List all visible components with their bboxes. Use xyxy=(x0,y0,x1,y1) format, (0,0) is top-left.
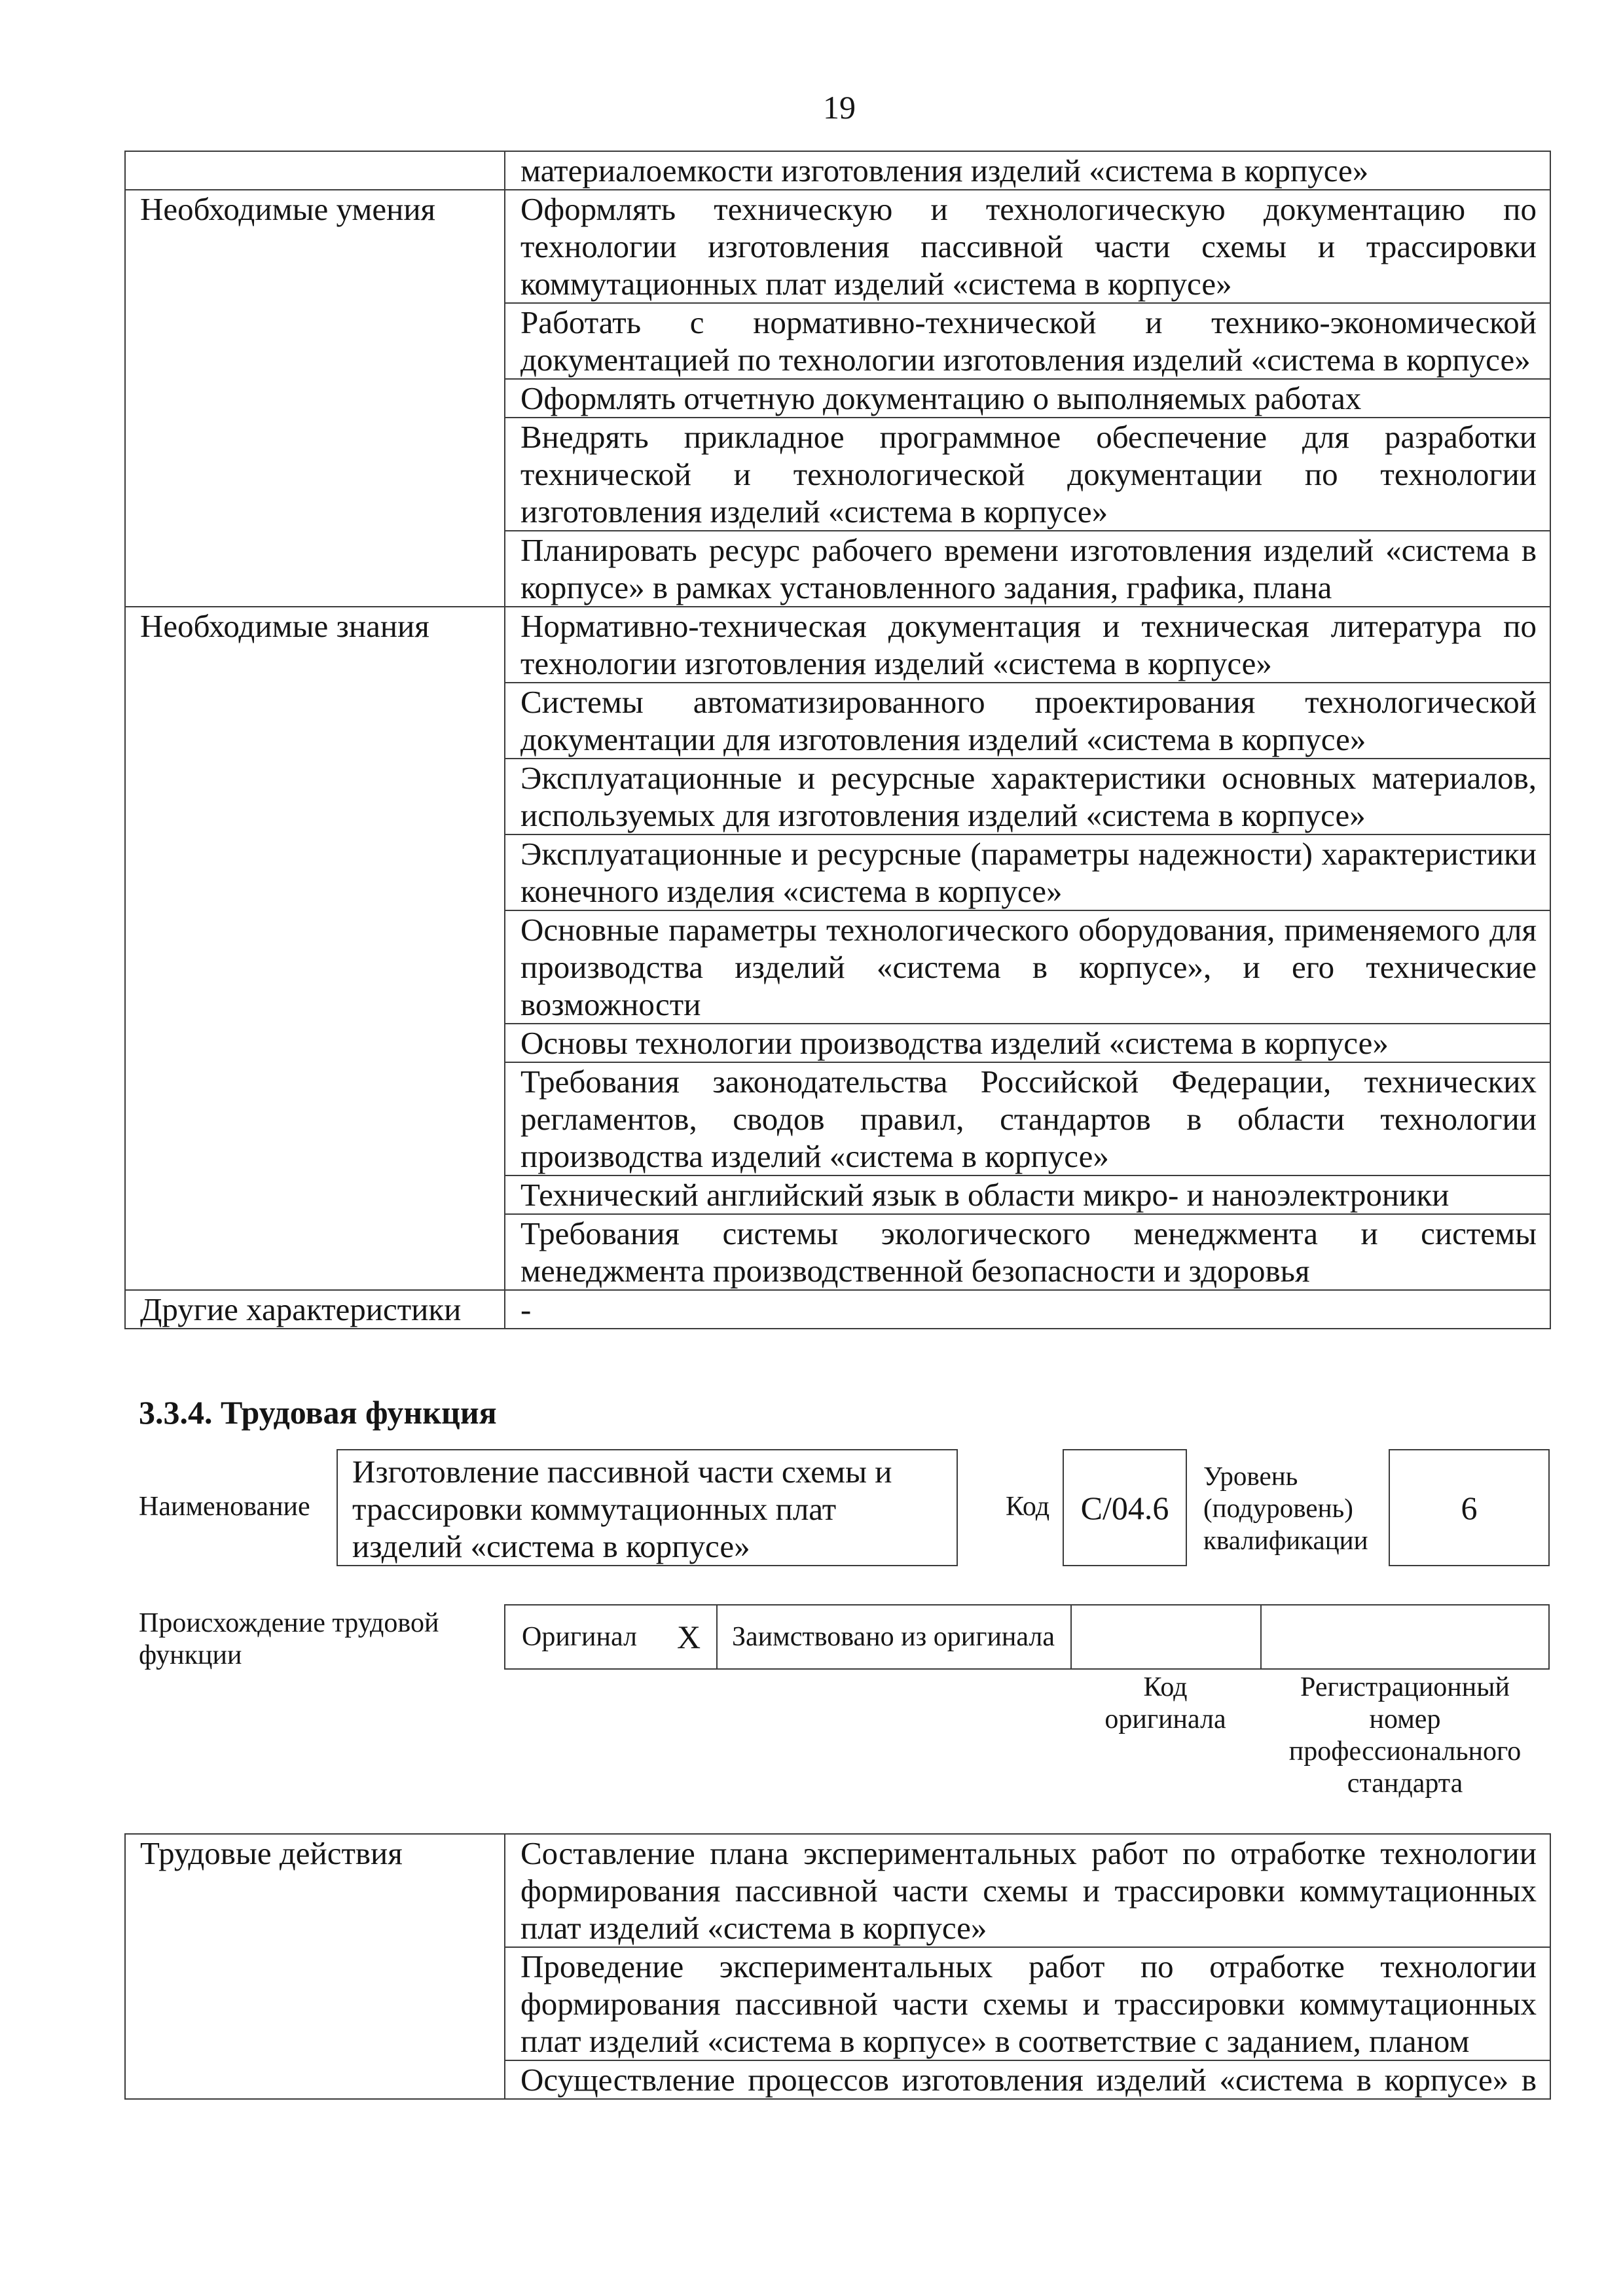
table-row xyxy=(125,1290,1550,1329)
skills-label: Необходимые умения xyxy=(125,190,505,607)
origin-code-box xyxy=(1070,1604,1262,1670)
origin-reg-caption: Регистрационный номер профессионального стандарта xyxy=(1288,1672,1522,1799)
skills-knowledge-table xyxy=(124,151,1551,1329)
knowledge-item: Требования законодательства Российской Федерации, технических регламентов, сводов правил, стандартов в области технологии производства изделий «система в корпусе» xyxy=(505,1062,1550,1175)
knowledge-item: Основные параметры технологического оборудования, применяемого для производства изделий «система в корпусе», и его технические возможности xyxy=(505,910,1550,1024)
table-row xyxy=(125,151,1550,190)
skill-item: Оформлять отчетную документацию о выполняемых работах xyxy=(505,379,1550,418)
other-characteristics-value: - xyxy=(505,1290,1550,1329)
origin-label: Происхождение трудовой функции xyxy=(139,1608,439,1670)
skill-item: Работать с нормативно-технической и технико-экономической документацией по технологии изготовления изделий «система в корпусе» xyxy=(505,303,1550,379)
section-heading: 3.3.4. Трудовая функция xyxy=(139,1394,497,1431)
knowledge-item: Системы автоматизированного проектирования технологической документации для изготовления изделий «система в корпусе» xyxy=(505,683,1550,759)
knowledge-item: Основы технологии производства изделий «система в корпусе» xyxy=(505,1024,1550,1062)
origin-borrowed-box: Заимствовано из оригинала xyxy=(716,1604,1072,1670)
skill-item: Оформлять техническую и технологическую документацию по технологии изготовления пассивной части схемы и трассировки коммутационных плат изделий «система в корпусе» xyxy=(505,190,1550,303)
knowledge-item: Эксплуатационные и ресурсные характеристики основных материалов, используемых для изготовления изделий «система в корпусе» xyxy=(505,759,1550,834)
table-row xyxy=(125,190,1550,303)
table-row xyxy=(125,607,1550,683)
origin-captions xyxy=(124,1672,1550,1800)
table-row xyxy=(125,1834,1550,1947)
labor-action-item: Проведение экспериментальных работ по отработке технологии формирования пассивной части схемы и трассировки коммутационных плат изделий «система в корпусе» в соответствие с заданием, планом xyxy=(505,1947,1550,2060)
knowledge-item: Требования системы экологического менеджмента и системы менеджмента производственной безопасности и здоровья xyxy=(505,1214,1550,1290)
skill-item: Планировать ресурс рабочего времени изготовления изделий «система в корпусе» в рамках установленного задания, графика, плана xyxy=(505,531,1550,607)
origin-original-mark: X xyxy=(677,1619,701,1655)
knowledge-item: Нормативно-техническая документация и техническая литература по технологии изготовления изделий «система в корпусе» xyxy=(505,607,1550,683)
row-label-empty xyxy=(125,151,505,190)
origin-original-text: Оригинал xyxy=(522,1622,637,1652)
name-label: Наименование xyxy=(139,1492,310,1522)
qualification-level-box: 6 xyxy=(1389,1449,1550,1566)
skill-item: Внедрять прикладное программное обеспечение для разработки технической и технологической документации по технологии изготовления изделий «система в корпусе» xyxy=(505,418,1550,531)
qualification-level-label: Уровень (подуровень) квалификации xyxy=(1203,1461,1368,1555)
origin-original-box xyxy=(504,1604,718,1670)
labor-action-item: Осуществление процессов изготовления изделий «система в корпусе» в xyxy=(505,2060,1550,2099)
labor-action-item: Составление плана экспериментальных работ по отработке технологии формирования пассивной части схемы и трассировки коммутационных плат изделий «система в корпусе» xyxy=(505,1834,1550,1947)
code-value-box: С/04.6 xyxy=(1063,1449,1187,1566)
knowledge-item: Эксплуатационные и ресурсные (параметры надежности) характеристики конечного изделия «система в корпусе» xyxy=(505,834,1550,910)
origin-reg-number-box xyxy=(1260,1604,1550,1670)
labor-actions-table xyxy=(124,1833,1551,2100)
name-value-box: Изготовление пассивной части схемы и трассировки коммутационных плат изделий «система в корпусе» xyxy=(337,1449,958,1566)
knowledge-item: Технический английский язык в области микро- и наноэлектроники xyxy=(505,1175,1550,1214)
code-label: Код xyxy=(1006,1492,1050,1522)
page-content xyxy=(124,151,1550,2100)
page-number: 19 xyxy=(823,89,856,126)
origin-code-caption: Код оригинала xyxy=(1104,1672,1226,1734)
other-characteristics-label: Другие характеристики xyxy=(125,1290,505,1329)
origin-row xyxy=(124,1604,1550,1670)
labor-function-block xyxy=(124,1449,1550,1566)
knowledge-label: Необходимые знания xyxy=(125,607,505,1290)
continuation-text: материалоемкости изготовления изделий «система в корпусе» xyxy=(505,151,1550,190)
labor-actions-label: Трудовые действия xyxy=(125,1834,505,2099)
